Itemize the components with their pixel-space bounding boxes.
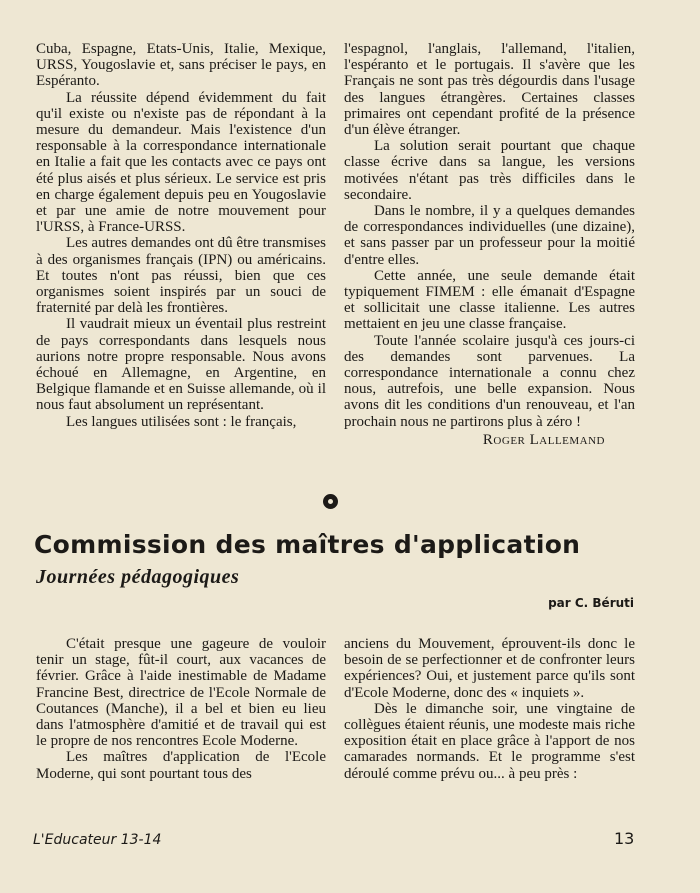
paragraph: La réussite dépend évidemment du fait qu'il existe ou n'existe pas de répondant à la mesure du demandeur. Mais l'existence d'un responsable à la correspondance internationale en Italie a fait que les contacts avec ce pays ont été plus aisés et plus sérieux. Le service est pris en charge également depuis peu en Yougoslavie et par une amie de notre mouvement pour l'URSS, à France-URSS. xyxy=(36,89,326,236)
section-separator-bullet-icon xyxy=(323,494,338,509)
article-column-top-right xyxy=(344,41,635,448)
author-signature: Roger Lallemand xyxy=(482,431,605,448)
paragraph: Les langues utilisées sont : le français, xyxy=(66,413,297,430)
article-column-top-left xyxy=(36,41,326,430)
journal-name: L'Educateur 13-14 xyxy=(33,832,162,848)
paragraph: Cuba, Espagne, Etats-Unis, Italie, Mexique, URSS, Yougoslavie et, sans préciser le pays, en Espéranto. xyxy=(36,41,326,90)
paragraph: Toute l'année scolaire jusqu'à ces jours-ci des demandes sont parvenues. La correspondance internationale a connu chez nous, autrefois, une belle expansion. Nous avons dit les conditions d'un renouveau, et l'an prochain nous ne partirons plus à zéro ! xyxy=(344,332,635,430)
paragraph: Il vaudrait mieux un éventail plus restreint de pays correspondants dans lesquels nous aurions notre propre responsable. Nous avons échoué en Allemagne, en Argentine, en Belgique flamande et en Suisse allemande, où il nous faut absolument un représentant. xyxy=(36,316,326,414)
section-subtitle: Journées pédagogiques xyxy=(36,566,240,588)
paragraph: La solution serait pourtant que chaque classe écrive dans sa langue, les versions motivées n'étant pas très difficiles dans le secondaire. xyxy=(344,138,635,203)
paragraph: l'espagnol, l'anglais, l'allemand, l'italien, l'espéranto et le portugais. Il s'avère que les Français ne sont pas très dégourdis dans l'usage des langues étrangères. Certaines classes primaires ont cependant profité de la présence d'un élève étranger. xyxy=(344,41,635,139)
page-number: 13 xyxy=(614,829,635,848)
byline: par C. Béruti xyxy=(548,596,634,610)
paragraph: anciens du Mouvement, éprouvent-ils donc le besoin de se perfectionner et de confronter leurs expériences? Oui, et justement parce qu'ils sont d'Ecole Moderne, donc des « inquiets ». xyxy=(344,636,635,701)
paragraph: Les maîtres d'application de l'Ecole Moderne, qui sont pourtant tous des xyxy=(36,749,326,782)
section-title: Commission des maîtres d'application xyxy=(34,530,581,559)
paragraph: Dès le dimanche soir, une vingtaine de collègues étaient réunis, une modeste mais riche exposition était en place grâce à l'apport de nos camarades normands. Et le programme s'est déroulé comme prévu ou... à peu près : xyxy=(344,700,635,782)
article-column-bottom-right xyxy=(344,636,635,782)
paragraph: Les autres demandes ont dû être transmises à des organismes français (IPN) ou américains. Et toutes n'ont pas réussi, bien que ces organismes soient inspirés par un souci de fraternité par delà les frontières. xyxy=(36,235,326,317)
article-column-bottom-left xyxy=(36,636,326,782)
paragraph: Cette année, une seule demande était typiquement FIMEM : elle émanait d'Espagne et sollicitait une classe italienne. Les autres mettaient en jeu une classe française. xyxy=(344,267,635,333)
paragraph: C'était presque une gageure de vouloir tenir un stage, fût-il court, aux vacances de février. Grâce à l'aide inestimable de Madame Francine Best, directrice de l'Ecole Normale de Coutances (Manche), il a bel et bien eu lieu dans l'atmosphère d'amitié et de travail qui est le propre de nos rencontres Ecole Moderne. xyxy=(36,636,326,750)
paragraph: Dans le nombre, il y a quelques demandes de correspondances individuelles (une dizaine), et sans passer par un professeur pour la moitié d'entre elles. xyxy=(344,203,635,268)
